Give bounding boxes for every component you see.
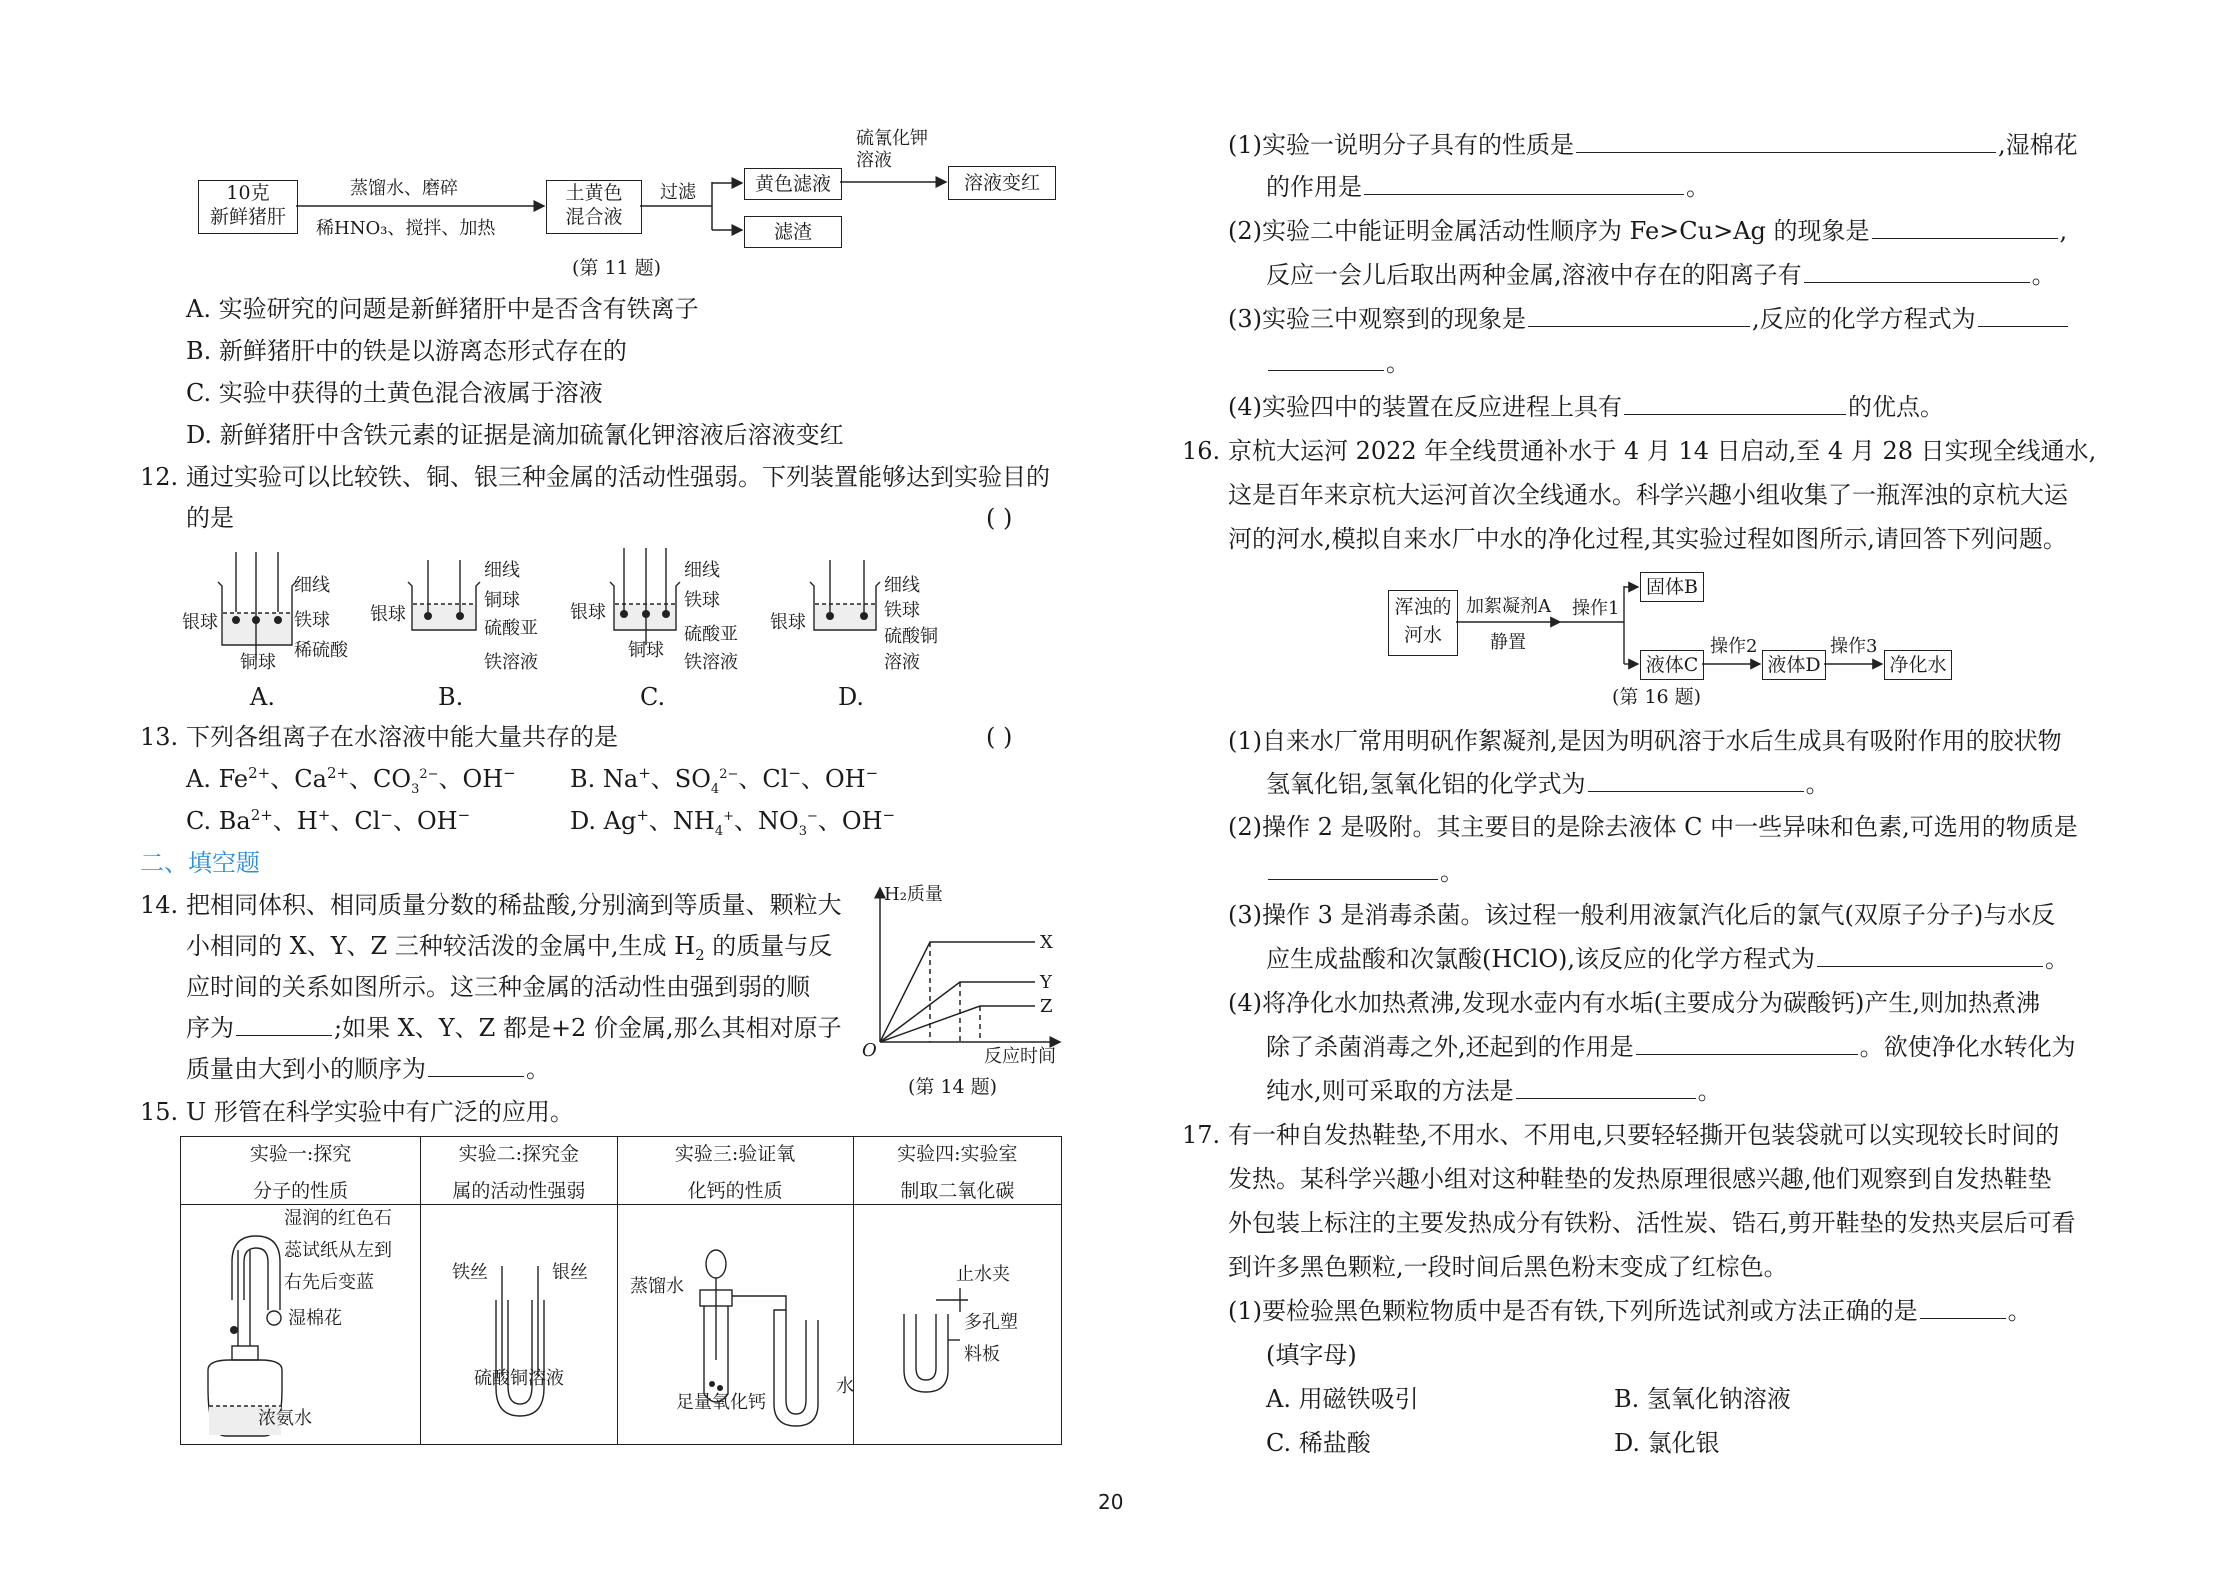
q13-option-d: D. Ag+、$NH_4^+$、$NO_3^-$、OH−: [570, 806, 896, 839]
q11-step1-bottom: 稀HNO₃、搅拌、加热: [316, 218, 496, 239]
q12-a-left: 银球: [182, 612, 218, 633]
q14-graph-x: X: [1040, 932, 1053, 953]
section-fill-in-title: 二、填空题: [140, 849, 260, 877]
q15-number: 15.: [140, 1098, 179, 1126]
q16-step1-bottom: 静置: [1490, 632, 1526, 653]
q12-a-label-2: 铁球: [294, 610, 330, 631]
q12-number: 12.: [140, 463, 179, 491]
q15-sub1-line-2: 的作用是 。: [1266, 173, 1710, 201]
q14-graph-xlabel: 反应时间: [984, 1046, 1056, 1067]
q17-line-3: 外包装上标注的主要发热成分有铁粉、活性炭、锆石,剪开鞋垫的发热夹层后可看: [1228, 1209, 2076, 1237]
q13-option-c: C. $Ba^{2+}$、H+、Cl−、OH−: [186, 806, 471, 835]
q12-b-label-2: 铜球: [484, 590, 520, 611]
q17-line-4: 到许多黑色颗粒,一段时间后黑色粉末变成了红棕色。: [1228, 1253, 1788, 1281]
q12-d-letter: D.: [838, 683, 865, 711]
q16-sub3-line-1: (3)操作 3 是消毒杀菌。该过程一般利用液氯汽化后的氯气(双原子分子)与水反: [1228, 901, 2056, 929]
q16-op2: 操作2: [1710, 636, 1758, 657]
q17-blank-1[interactable]: [1920, 1296, 2006, 1319]
q15-e1-label-3: 右先后变蓝: [284, 1272, 374, 1293]
q15-sub3-line-2: 。: [1266, 348, 1410, 378]
q16-op1: 操作1: [1572, 598, 1620, 619]
q14-line-5: 质量由大到小的顺序为 。: [186, 1055, 550, 1083]
q11-box-result: 溶液变红: [948, 166, 1056, 200]
q11-box-residue: 滤渣: [744, 216, 842, 248]
q16-line-1: 京杭大运河 2022 年全线贯通补水于 4 月 14 日启动,至 4 月 28 日实现全线通水,: [1228, 437, 2097, 465]
q15-e4-label-3: 料板: [964, 1344, 1000, 1365]
q12-d-left: 银球: [770, 612, 806, 633]
q16-line-3: 河的河水,模拟自来水厂中水的净化过程,其实验过程如图所示,请回答下列问题。: [1228, 525, 2067, 553]
q17-option-b: B. 氢氧化钠溶液: [1614, 1385, 1791, 1413]
q14-line-1: 把相同体积、相同质量分数的稀盐酸,分别滴到等质量、颗粒大: [186, 891, 842, 919]
q12-text-1: 通过实验可以比较铁、铜、银三种金属的活动性强弱。下列装置能够达到实验目的: [186, 463, 1050, 491]
q11-box-filtrate: 黄色滤液: [744, 168, 842, 200]
q14-line-4: 序为 ;如果 X、Y、Z 都是+2 价金属,那么其相对原子: [186, 1014, 842, 1042]
q15-sub1-line-1: (1)实验一说明分子具有的性质是 ,湿棉花: [1228, 131, 2078, 159]
q16-step1-top: 加絮凝剂A: [1466, 596, 1551, 617]
q14-line-2: 小相同的 X、Y、Z 三种较活泼的金属中,生成 $H_2$ 的质量与反: [186, 932, 833, 964]
q12-d-label-2: 铁球: [884, 600, 920, 621]
q12-c-label-4: 铁溶液: [684, 652, 738, 673]
q14-graph-z: Z: [1040, 996, 1053, 1017]
q16-box-river: 浑浊的 河水: [1388, 590, 1458, 656]
q12-b-label-4: 铁溶液: [484, 652, 538, 673]
q15-e1-label-2: 蕊试纸从左到: [284, 1240, 392, 1261]
q15-e3-label-2: 足量氧化钙: [676, 1392, 766, 1413]
q16-sub4-line-2: 除了杀菌消毒之外,还起到的作用是 。欲使净化水转化为: [1266, 1033, 2076, 1061]
q11-box-liver: 10克 新鲜猪肝: [198, 180, 298, 234]
q15-sub4: (4)实验四中的装置在反应进程上具有 的优点。: [1228, 393, 1944, 421]
q12-b-label-1: 细线: [484, 560, 520, 581]
q12-paren: ( ): [986, 504, 1013, 532]
q11-reagent: 硫氰化钾 溶液: [856, 128, 928, 171]
q16-arrows: [0, 0, 2000, 700]
q15-header-1: 实验一:探究 分子的性质: [181, 1137, 421, 1205]
q16-number: 16.: [1182, 437, 1221, 465]
q17-option-a: A. 用磁铁吸引: [1266, 1385, 1419, 1413]
q15-e3-label-3: 水: [836, 1376, 854, 1397]
q15-sub3-line-1: (3)实验三中观察到的现象是 ,反应的化学方程式为: [1228, 304, 2070, 334]
q12-a-letter: A.: [250, 683, 275, 711]
q14-caption: (第 14 题): [908, 1076, 998, 1098]
q12-a-label-1: 细线: [294, 575, 330, 596]
q17-sub1: (1)要检验黑色颗粒物质中是否有铁,下列所选试剂或方法正确的是 。: [1228, 1297, 2032, 1325]
q17-line-1: 有一种自发热鞋垫,不用水、不用电,只要轻轻撕开包装袋就可以实现较长时间的: [1228, 1121, 2060, 1149]
q16-sub4-line-1: (4)将净化水加热煮沸,发现水壶内有水垢(主要成分为碳酸钙)产生,则加热煮沸: [1228, 989, 2040, 1017]
q12-c-label-3: 硫酸亚: [684, 624, 738, 645]
q16-sub2-line-1: (2)操作 2 是吸附。其主要目的是除去液体 C 中一些异味和色素,可选用的物质是: [1228, 813, 2078, 841]
q12-b-letter: B.: [438, 683, 464, 711]
q17-sub1-hint: (填字母): [1266, 1341, 1357, 1369]
q16-sub3-line-2: 应生成盐酸和次氯酸(HClO),该反应的化学方程式为 。: [1266, 945, 2069, 973]
q16-line-2: 这是百年来京杭大运河首次全线通水。科学兴趣小组收集了一瓶浑浊的京杭大运: [1228, 481, 2068, 509]
q12-d-label-1: 细线: [884, 575, 920, 596]
q15-sub2-line-1: (2)实验二中能证明金属活动性顺序为 Fe>Cu>Ag 的现象是 ,: [1228, 217, 2068, 245]
q15-header-2: 实验二:探究金 属的活动性强弱: [421, 1137, 617, 1205]
q16-op3: 操作3: [1830, 636, 1878, 657]
q11-step1-top: 蒸馏水、磨碎: [350, 178, 458, 199]
q11-filter: 过滤: [660, 182, 696, 203]
q16-sub1-line-2: 氢氧化铝,氢氧化铝的化学式为 。: [1266, 770, 1830, 798]
q14-graph-y: Y: [1040, 972, 1052, 993]
q14-graph-ylabel: H₂质量: [884, 884, 943, 905]
q11-caption: (第 11 题): [572, 257, 662, 279]
q16-blank-4[interactable]: [1636, 1032, 1858, 1055]
q15-e1-label-4: 湿棉花: [288, 1308, 342, 1329]
q16-box-liquid-d: 液体D: [1762, 650, 1826, 680]
q13-option-b: B. Na+、$SO_4^{2-}$、Cl−、OH−: [570, 764, 879, 797]
q15-header-3: 实验三:验证氧 化钙的性质: [617, 1137, 853, 1205]
q13-text: 下列各组离子在水溶液中能大量共存的是: [186, 723, 618, 751]
q15-e2-label-1: 铁丝: [452, 1262, 488, 1283]
q17-option-d: D. 氯化银: [1614, 1429, 1720, 1457]
q16-blank-2[interactable]: [1268, 857, 1438, 880]
q15-e4-label-2: 多孔塑: [964, 1312, 1018, 1333]
q14-graph-origin: O: [862, 1040, 877, 1061]
q16-sub2-line-2: 。: [1266, 857, 1464, 887]
q17-line-2: 发热。某科学兴趣小组对这种鞋垫的发热原理很感兴趣,他们观察到自发热鞋垫: [1228, 1165, 2052, 1193]
q15-sub2-line-2: 反应一会儿后取出两种金属,溶液中存在的阳离子有 。: [1266, 261, 2056, 289]
q16-blank-1[interactable]: [1588, 769, 1804, 792]
q17-option-c: C. 稀盐酸: [1266, 1429, 1371, 1457]
q11-option-d: D. 新鲜猪肝中含铁元素的证据是滴加硫氰化钾溶液后溶液变红: [186, 421, 844, 449]
q16-blank-5[interactable]: [1516, 1076, 1696, 1099]
q15-header-4: 实验四:实验室 制取二氧化碳: [853, 1137, 1061, 1205]
q14-line-3: 应时间的关系如图所示。这三种金属的活动性由强到弱的顺: [186, 973, 810, 1001]
q16-sub4-line-3: 纯水,则可采取的方法是 。: [1266, 1077, 1722, 1105]
q11-box-mix: 土黄色 混合液: [546, 180, 642, 234]
q16-box-liquid-c: 液体C: [1640, 650, 1704, 680]
q14-number: 14.: [140, 891, 179, 919]
q16-box-solid-b: 固体B: [1640, 572, 1704, 602]
q11-option-a: A. 实验研究的问题是新鲜猪肝中是否含有铁离子: [186, 295, 699, 323]
q12-c-left: 银球: [570, 602, 606, 623]
q16-caption: (第 16 题): [1612, 686, 1702, 708]
q16-box-clean: 净化水: [1884, 650, 1952, 680]
q16-sub1-line-1: (1)自来水厂常用明矾作絮凝剂,是因为明矾溶于水后生成具有吸附作用的胶状物: [1228, 727, 2062, 755]
q16-blank-3[interactable]: [1817, 944, 2043, 967]
q13-option-a: A. $Fe^{2+}$、$Ca^{2+}$、$CO_3^{2-}$、OH−: [186, 764, 516, 797]
q12-b-label-3: 硫酸亚: [484, 618, 538, 639]
q17-number: 17.: [1182, 1121, 1221, 1149]
q11-option-b: B. 新鲜猪肝中的铁是以游离态形式存在的: [186, 337, 627, 365]
q12-a-bottom: 铜球: [240, 652, 276, 673]
q15-e3-label-1: 蒸馏水: [630, 1276, 684, 1297]
q11-option-c: C. 实验中获得的土黄色混合液属于溶液: [186, 379, 603, 407]
q15-e2-label-2: 银丝: [552, 1262, 588, 1283]
q12-d-label-4: 溶液: [884, 652, 920, 673]
q12-c-label-2: 铁球: [684, 590, 720, 611]
q12-d-label-3: 硫酸铜: [884, 626, 938, 647]
q13-number: 13.: [140, 723, 179, 751]
q12-b-left: 银球: [370, 604, 406, 625]
q12-c-label-1: 细线: [684, 560, 720, 581]
q15-e2-label-3: 硫酸铜溶液: [474, 1368, 564, 1389]
q15-text: U 形管在科学实验中有广泛的应用。: [186, 1098, 574, 1126]
q12-c-letter: C.: [640, 683, 666, 711]
q15-e1-label-5: 浓氨水: [258, 1408, 312, 1429]
q15-e4-label-1: 止水夹: [956, 1264, 1010, 1285]
page-number: 20: [1098, 1490, 1124, 1514]
q13-paren: ( ): [986, 723, 1013, 751]
q15-e1-label-1: 湿润的红色石: [284, 1208, 392, 1229]
q12-a-label-3: 稀硫酸: [294, 640, 348, 661]
q12-text-2: 的是: [186, 504, 234, 532]
q12-c-bottom: 铜球: [628, 640, 664, 661]
